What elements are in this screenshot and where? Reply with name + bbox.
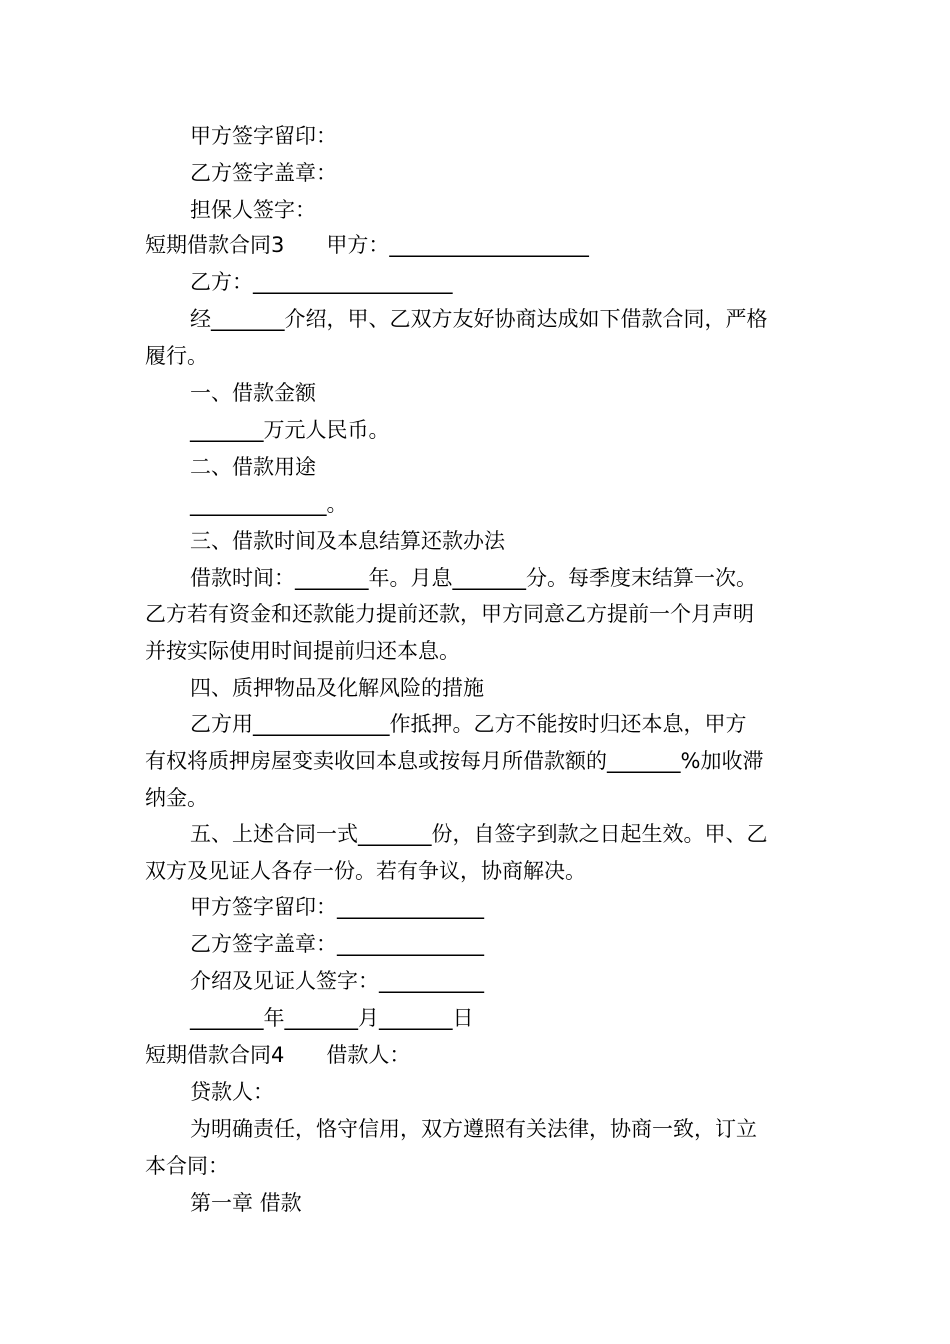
- text-line: 有权将质押房屋变卖收回本息或按每月所借款额的_______%加收滞: [145, 749, 764, 773]
- text-line: 担保人签字：: [190, 198, 316, 222]
- text-line: 本合同：: [145, 1154, 229, 1178]
- text-line: 履行。: [145, 344, 208, 368]
- text-line: 借款时间：_______年。月息_______分。每季度末结算一次。: [190, 566, 757, 590]
- text-line: 为明确责任，恪守信用，双方遵照有关法律，协商一致，订立: [190, 1117, 757, 1141]
- text-line: 乙方签字盖章：______________: [190, 932, 484, 956]
- text-line: 双方及见证人各存一份。若有争议，协商解决。: [145, 859, 586, 883]
- text-line: 四、质押物品及化解风险的措施: [190, 676, 484, 700]
- text-line: 贷款人：: [190, 1080, 274, 1104]
- text-line: 三、借款时间及本息结算还款办法: [190, 529, 505, 553]
- text-line: _____________。: [190, 492, 348, 516]
- text-line: 甲方签字留印：: [190, 124, 337, 148]
- text-line: 一、借款金额: [190, 381, 316, 405]
- text-line: 第一章 借款: [190, 1191, 302, 1215]
- text-line: 乙方用_____________作抵押。乙方不能按时归还本息，甲方: [190, 712, 747, 736]
- text-line: _______万元人民币。: [190, 418, 390, 442]
- text-line: _______年_______月_______日: [190, 1006, 474, 1030]
- text-line: 乙方：___________________: [190, 270, 453, 294]
- text-line: 经_______介绍，甲、乙双方友好协商达成如下借款合同，严格: [190, 307, 768, 331]
- text-line: 介绍及见证人签字：__________: [190, 969, 484, 993]
- section-heading: 短期借款合同3 甲方：___________________: [145, 233, 589, 257]
- text-line: 纳金。: [145, 786, 208, 810]
- text-line: 并按实际使用时间提前归还本息。: [145, 639, 460, 663]
- text-line: 五、上述合同一式_______份，自签字到款之日起生效。甲、乙: [190, 822, 768, 846]
- section-heading: 短期借款合同4 借款人：: [145, 1043, 411, 1067]
- text-line: 二、借款用途: [190, 455, 316, 479]
- text-line: 甲方签字留印：______________: [190, 895, 484, 919]
- text-line: 乙方若有资金和还款能力提前还款，甲方同意乙方提前一个月声明: [145, 602, 754, 626]
- text-line: 乙方签字盖章：: [190, 161, 337, 185]
